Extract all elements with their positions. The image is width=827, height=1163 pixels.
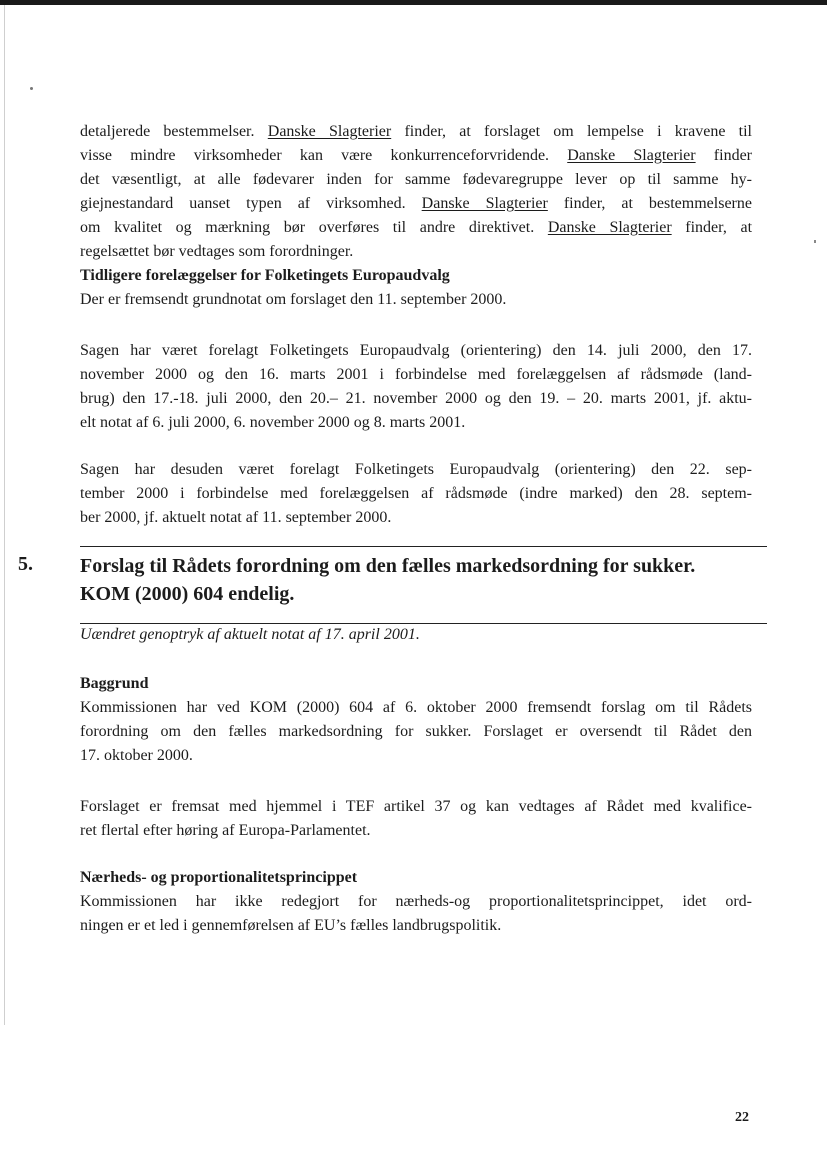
scan-speck [30, 87, 33, 90]
text-line: elt notat af 6. juli 2000, 6. november 2000 og 8. marts 2001. [80, 414, 466, 431]
org-name: Danske Slagterier [567, 147, 696, 164]
section-number: 5. [18, 553, 33, 575]
baggrund-section [80, 672, 752, 768]
naerhed-section [80, 866, 752, 938]
text-line: Sagen har desuden været forelagt Folketingets Europaudvalg (orientering) den 22. sep- [80, 461, 752, 478]
scan-edge-line [4, 5, 5, 1025]
text-line: Kommissionen har ved KOM (2000) 604 af 6. oktober 2000 fremsendt forslag om til Rådets [80, 699, 752, 716]
section-title [80, 552, 760, 608]
paragraph-orientation-1 [80, 339, 752, 435]
section-subtitle: Uændret genoptryk af aktuelt notat af 17. april 2001. [80, 626, 420, 643]
text-line: det væsentligt, at alle fødevarer inden for samme fødevaregruppe lever op til samme hy- [80, 171, 752, 188]
text-line: november 2000 og den 16. marts 2001 i forbindelse med forelæggelsen af rådsmøde (land- [80, 366, 752, 383]
text-line: Der er fremsendt grundnotat om forslaget den 11. september 2000. [80, 291, 507, 308]
text-line: brug) den 17.-18. juli 2000, den 20.– 21. november 2000 og den 19. – 20. marts 2001, jf. aktu- [80, 390, 752, 407]
text-line: visse mindre virksomheder kan være konkurrenceforvridende. Danske Slagterier finder [80, 147, 753, 164]
text-line: ber 2000, jf. aktuelt notat af 11. september 2000. [80, 509, 392, 526]
naerhed-heading: Nærheds- og proportionalitetsprincippet [80, 869, 358, 886]
section-title-line: Forslag til Rådets forordning om den fælles markedsordning for sukker. [80, 555, 696, 577]
text-line: om kvalitet og mærkning bør overføres til andre direktivet. Danske Slagterier finder, at [80, 219, 753, 236]
text-line: Kommissionen har ikke redegjort for nærheds-og proportionalitetsprincippet, idet ord- [80, 893, 752, 910]
scan-speck [814, 240, 816, 243]
baggrund-heading: Baggrund [80, 675, 149, 692]
text-line: regelsættet bør vedtages som forordninger. [80, 243, 354, 260]
top-border-rule [0, 0, 827, 5]
org-name: Danske Slagterier [267, 123, 392, 140]
text-line: Sagen har været forelagt Folketingets Europaudvalg (orientering) den 14. juli 2000, den 17. [80, 342, 752, 359]
text-line: tember 2000 i forbindelse med forelæggelsen af rådsmøde (indre marked) den 28. septem- [80, 485, 752, 502]
text-line: ret flertal efter høring af Europa-Parlamentet. [80, 822, 371, 839]
text-line: forordning om den fælles markedsordning for sukker. Forslaget er oversendt til Rådet den [80, 723, 752, 740]
hjemmel-paragraph [80, 795, 752, 843]
paragraph-orientation-2 [80, 458, 752, 530]
paragraph-slagterier [80, 120, 752, 312]
text-line: detaljerede bestemmelser. Danske Slagterier finder, at forslaget om lempelse i kravene til [80, 123, 753, 140]
text-line: ningen er et led i gennemførelsen af EU’s fælles landbrugspolitik. [80, 917, 502, 934]
org-name: Danske Slagterier [421, 195, 548, 212]
section-bottom-rule [80, 623, 767, 624]
prev-submissions-heading: Tidligere forelæggelser for Folketingets Europaudvalg [80, 267, 450, 284]
text-line: 17. oktober 2000. [80, 747, 193, 764]
text-line: giejnestandard uanset typen af virksomhed. Danske Slagterier finder, at bestemmelserne [80, 195, 752, 212]
text-line: Forslaget er fremsat med hjemmel i TEF artikel 37 og kan vedtages af Rådet med kvalifice- [80, 798, 752, 815]
org-name: Danske Slagterier [547, 219, 672, 236]
section-top-rule [80, 546, 767, 547]
section-title-line: KOM (2000) 604 endelig. [80, 583, 295, 605]
page-number: 22 [735, 1110, 749, 1125]
